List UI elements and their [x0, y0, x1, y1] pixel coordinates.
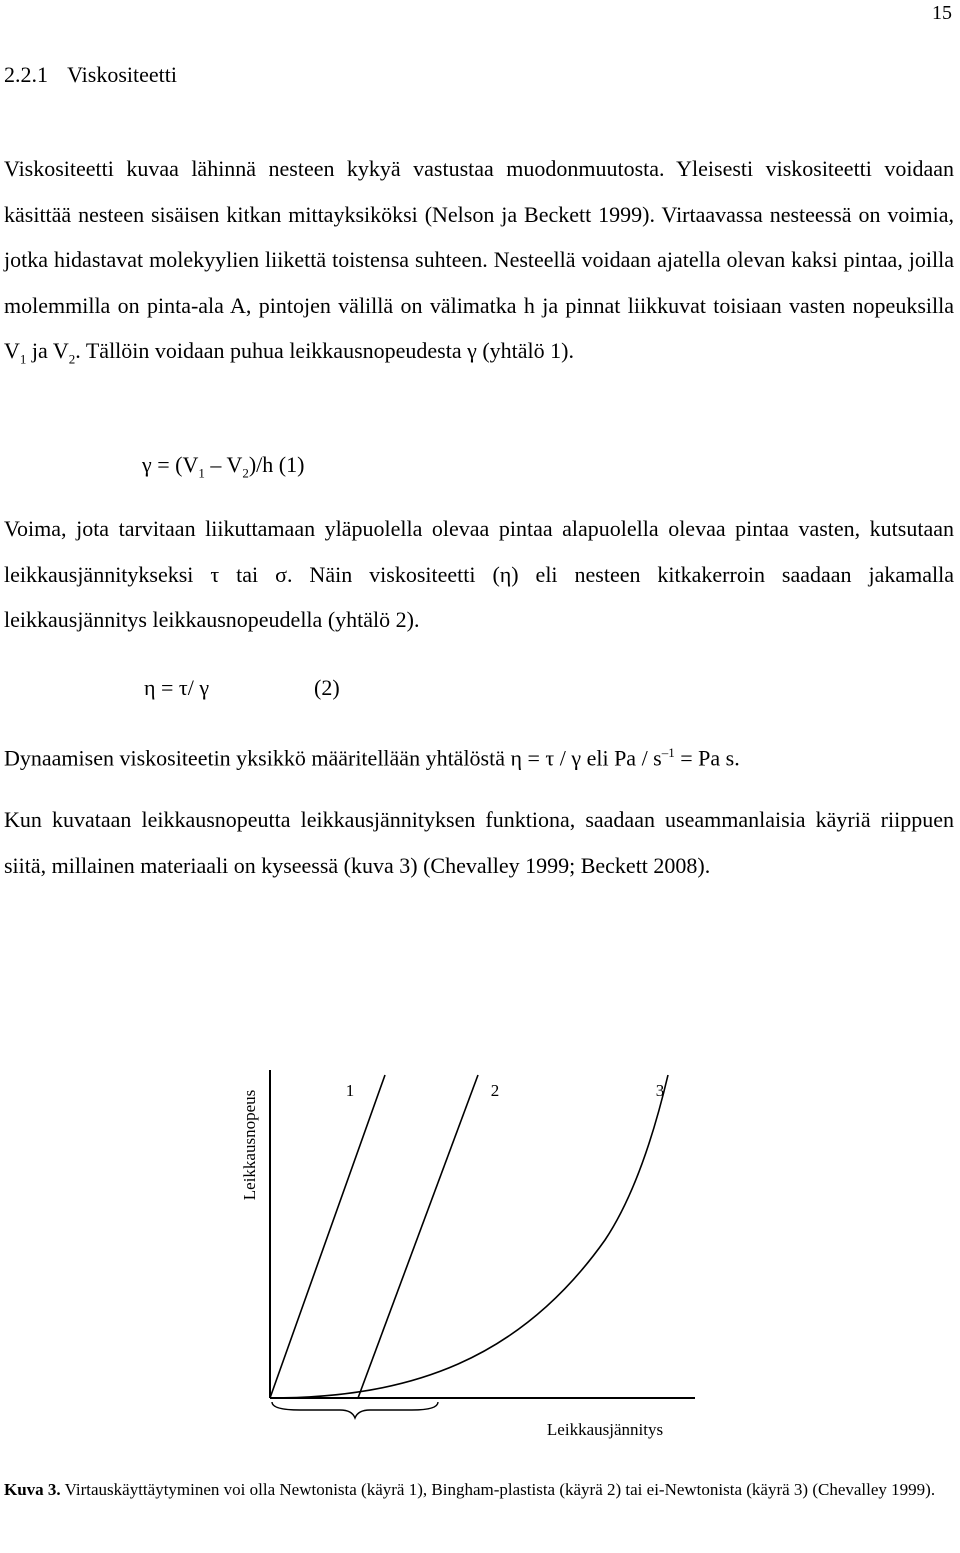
- paragraph-3-sup: –1: [661, 745, 675, 760]
- equation-1: [142, 452, 304, 481]
- caption-label: Kuva 3.: [4, 1480, 61, 1499]
- paragraph-1-mid: ja V: [26, 338, 69, 363]
- page-number: 15: [932, 2, 952, 24]
- flow-behaviour-figure: [200, 1060, 700, 1470]
- section-number: 2.2.1: [4, 62, 48, 87]
- subscript-v1: 1: [19, 351, 27, 367]
- curve-label-1: 1: [345, 1081, 355, 1100]
- equation-1-mid: – V: [204, 452, 243, 477]
- equation-1-sub1: 1: [198, 465, 205, 481]
- section-heading: [4, 62, 177, 88]
- x-axis-label: Leikkausjännitys: [546, 1420, 664, 1439]
- curve-1-newtonian: [270, 1075, 385, 1398]
- paragraph-3-text: Dynaamisen viskositeetin yksikkö määritellään yhtälöstä η = τ / γ eli Pa / s: [4, 745, 662, 771]
- equation-1-sub2: 2: [242, 465, 249, 481]
- caption-text: Virtauskäyttäytyminen voi olla Newtonista (käyrä 1), Bingham-plastista (käyrä 2) tai ei-Newtonista (käyrä 3) (Chevalley 1999).: [60, 1480, 936, 1499]
- equation-2-expr: η = τ/ γ: [144, 675, 210, 700]
- paragraph-4-text: Kun kuvataan leikkausnopeutta leikkausjännityksen funktiona, saadaan useammanlaisia käyriä riippuen siitä, millainen materiaali on kyseessä (kuva 3) (Chevalley 1999; Beckett 2008).: [4, 807, 954, 878]
- subscript-v2: 2: [68, 351, 76, 367]
- y-axis-label: Leikkausnopeus: [240, 1089, 259, 1201]
- section-title: Viskositeetti: [67, 62, 178, 87]
- curve-2-bingham: [358, 1075, 478, 1398]
- curve-label-3: 3: [655, 1081, 665, 1100]
- paragraph-2: [4, 506, 954, 643]
- paragraph-1: [4, 146, 954, 382]
- equation-2-number: (2): [314, 675, 340, 700]
- paragraph-4: [4, 797, 954, 888]
- figure-caption: [4, 1477, 954, 1503]
- paragraph-3: [4, 730, 954, 781]
- paragraph-2-text: Voima, jota tarvitaan liikuttamaan yläpuolella olevaa pintaa alapuolella olevaa pintaa vasten, kutsutaan leikkausjännitykseksi τ tai σ. Näin viskositeetti (η) eli nesteen kitkakerroin saadaan jakamalla leikkausjännitys leikkausnopeudella (yhtälö 2).: [4, 516, 954, 632]
- paragraph-1-end: . Tällöin voidaan puhua leikkausnopeudesta γ (yhtälö 1).: [75, 338, 574, 363]
- curve-label-2: 2: [490, 1081, 500, 1100]
- yield-stress-brace: [272, 1402, 438, 1418]
- equation-1-rhs: )/h (1): [248, 452, 305, 477]
- paragraph-1-text: Viskositeetti kuvaa lähinnä nesteen kykyä vastustaa muodonmuutosta. Yleisesti viskositeetti voidaan käsittää nesteen sisäisen kitkan mittayksiköksi (Nelson ja Beckett 1999). Virtaavassa nesteessä on voimia, jotka hidastavat molekyylien liikettä toistensa suhteen. Nesteellä voidaan ajatella olevan kaksi pintaa, joilla molemmilla on pinta-ala A, pintojen välillä on välimatka h ja pinnat liikkuvat toisiaan vasten nopeuksilla V: [4, 156, 954, 363]
- equation-2: [144, 675, 340, 701]
- curve-3-non-newtonian: [270, 1075, 668, 1398]
- equation-1-lhs: γ = (V: [142, 452, 199, 477]
- paragraph-3-end: = Pa s.: [674, 745, 740, 771]
